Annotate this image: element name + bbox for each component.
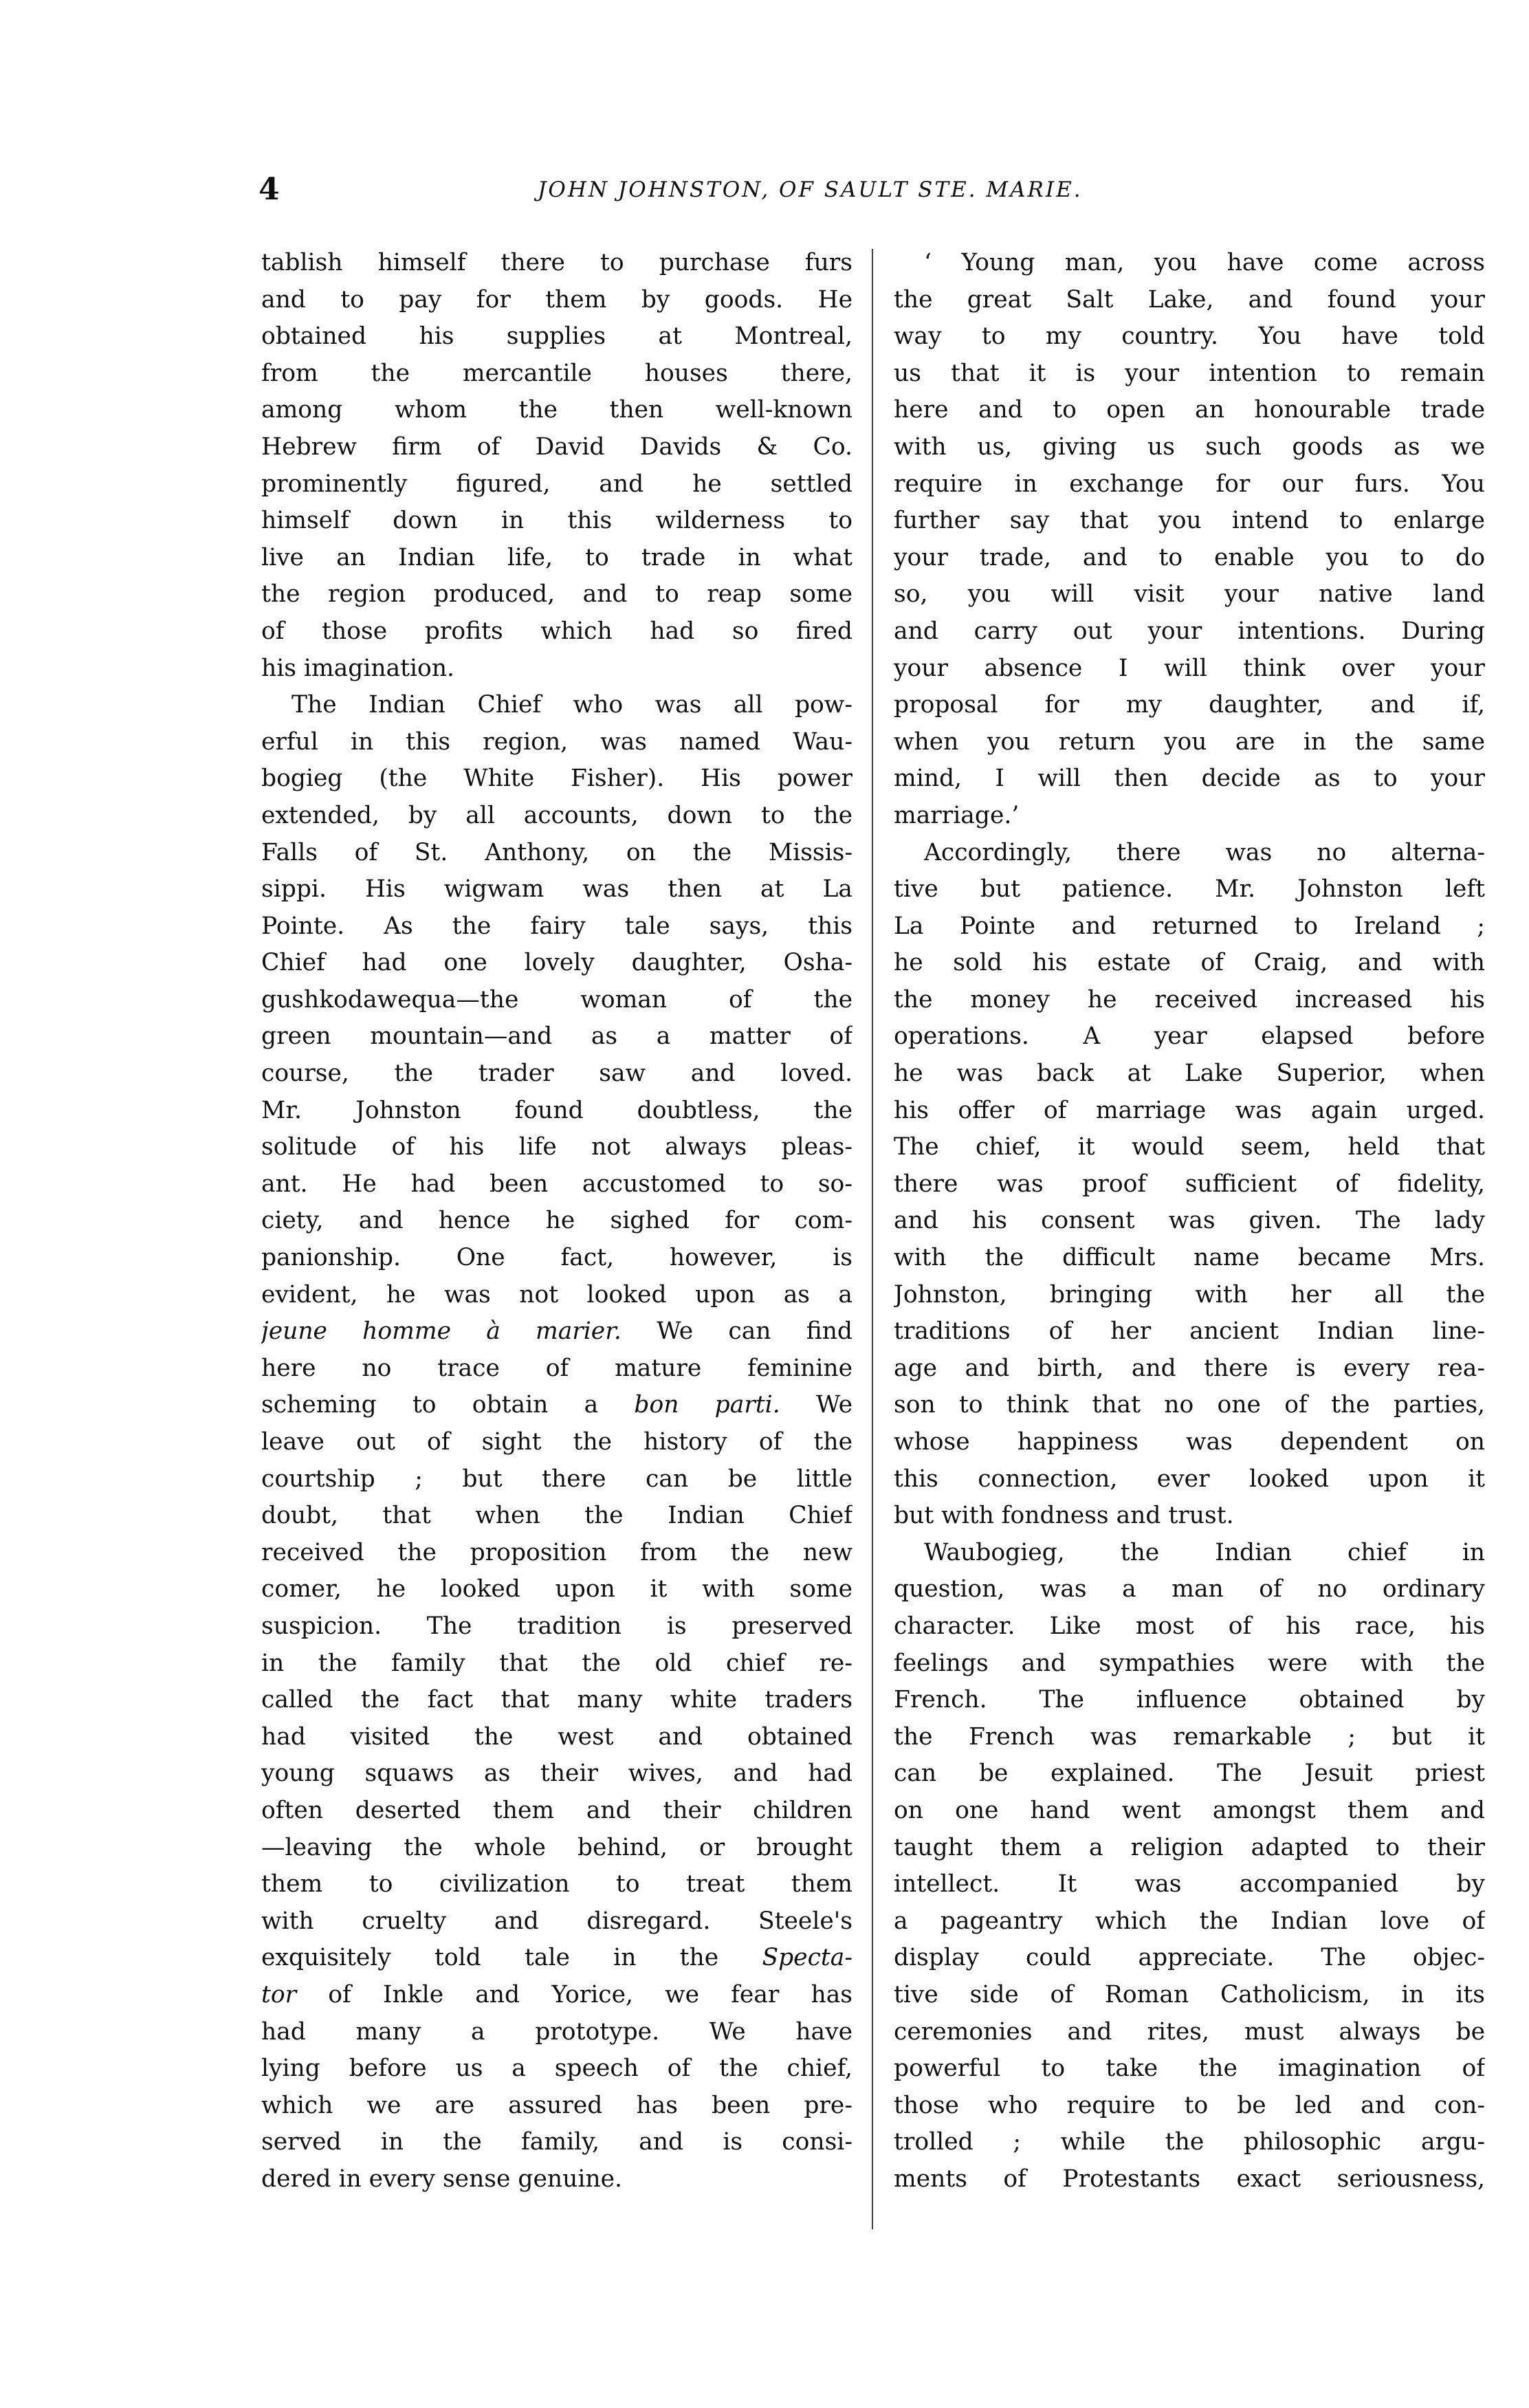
text-line: and his consent was given. The lady [894, 1207, 1485, 1235]
text-line: so, you will visit your native land [894, 580, 1485, 609]
left-column [261, 245, 852, 2198]
text-line: extended, by all accounts, down to the [261, 801, 852, 829]
text-line: La Pointe and returned to Ireland ; [894, 912, 1485, 940]
text-line: require in exchange for our furs. You [894, 470, 1485, 498]
italic-phrase: jeune homme à marier. [261, 1317, 622, 1346]
text-line: further say that you intend to enlarge [894, 507, 1485, 535]
text-line: the region produced, and to reap some [261, 580, 852, 609]
text-line: ceremonies and rites, must always be [894, 2017, 1485, 2046]
text-run: We can find [657, 1317, 852, 1346]
text-run: scheming to obtain a [261, 1391, 599, 1419]
text-line: solitude of his life not always pleas- [261, 1133, 852, 1161]
text-line: served in the family, and is consi- [261, 2128, 852, 2156]
text-line: he sold his estate of Craig, and with [894, 949, 1485, 977]
text-line: prominently figured, and he settled [261, 470, 852, 498]
text-line: doubt, that when the Indian Chief [261, 1502, 852, 1530]
page-number: 4 [258, 172, 280, 207]
text-line [261, 1313, 852, 1350]
text-line: he was back at Lake Superior, when [894, 1060, 1485, 1088]
text-line: in the family that the old chief re- [261, 1649, 852, 1677]
text-line: which we are assured has been pre- [261, 2091, 852, 2119]
text-line: Pointe. As the fairy tale says, this [261, 912, 852, 940]
text-line: ‘ Young man, you have come across [924, 249, 1485, 276]
text-line: ant. He had been accustomed to so- [261, 1170, 852, 1198]
text-line: The chief, it would seem, held that [894, 1133, 1485, 1161]
right-column [894, 245, 1485, 2198]
text-line: trolled ; while the philosophic argu- [894, 2128, 1485, 2156]
text-line: bogieg (the White Fisher). His power [261, 765, 852, 793]
text-line: his offer of marriage was again urged. [894, 1096, 1485, 1124]
text-line: powerful to take the imagination of [894, 2055, 1485, 2083]
text-line: character. Like most of his race, his [894, 1612, 1485, 1640]
text-line: courtship ; but there can be little [261, 1465, 852, 1493]
text-line: a pageantry which the Indian love of [894, 1907, 1485, 1935]
text-run: We [815, 1391, 852, 1419]
text-line: suspicion. The tradition is preserved [261, 1612, 852, 1640]
text-line: age and birth, and there is every rea- [894, 1354, 1485, 1382]
text-line: question, was a man of no ordinary [894, 1575, 1485, 1603]
text-line: dered in every sense genuine. [261, 2165, 622, 2193]
text-line: often deserted them and their children [261, 1796, 852, 1824]
text-line [261, 1977, 852, 2014]
text-line: there was proof sufficient of fidelity, [894, 1170, 1485, 1198]
text-line: had visited the west and obtained [261, 1722, 852, 1751]
text-line: Johnston, bringing with her all the [894, 1280, 1485, 1309]
text-line: way to my country. You have told [894, 322, 1485, 351]
text-line: can be explained. The Jesuit priest [894, 1760, 1485, 1788]
text-line [261, 1940, 852, 1977]
text-line: operations. A year elapsed before [894, 1022, 1485, 1051]
text-line: tive but patience. Mr. Johnston left [894, 875, 1485, 904]
text-run: of Inkle and Yorice, we fear has [328, 1980, 852, 2009]
text-line: son to think that no one of the parties, [894, 1391, 1485, 1419]
text-line: gushkodawequa—the woman of the [261, 985, 852, 1014]
italic-phrase: bon parti. [634, 1391, 780, 1419]
text-line: young squaws as their wives, and had [261, 1760, 852, 1788]
text-line: your trade, and to enable you to do [894, 543, 1485, 571]
text-line: us that it is your intention to remain [894, 359, 1485, 387]
text-line: but with fondness and trust. [894, 1502, 1234, 1530]
running-title: JOHN JOHNSTON, OF SAULT STE. MARIE. [538, 177, 1083, 202]
text-line: obtained his supplies at Montreal, [261, 322, 852, 351]
text-line: with cruelty and disregard. Steele's [261, 1907, 852, 1935]
text-line: whose happiness was dependent on [894, 1428, 1485, 1456]
text-line: of those profits which had so fired [261, 617, 852, 645]
text-line: evident, he was not looked upon as a [261, 1280, 852, 1309]
text-line: and carry out your intentions. During [894, 617, 1485, 645]
text-line: had many a prototype. We have [261, 2017, 852, 2046]
text-line: proposal for my daughter, and if, [894, 691, 1485, 719]
text-line: intellect. It was accompanied by [894, 1870, 1485, 1898]
text-line: called the fact that many white traders [261, 1686, 852, 1714]
text-line: on one hand went amongst them and [894, 1796, 1485, 1824]
text-line: ments of Protestants exact seriousness, [894, 2165, 1485, 2193]
text-line: here and to open an honourable trade [894, 396, 1485, 424]
text-line: Waubogieg, the Indian chief in [924, 1538, 1485, 1566]
text-line [261, 1387, 852, 1424]
text-line: the money he received increased his [894, 985, 1485, 1014]
italic-phrase: tor [261, 1980, 297, 2009]
text-line: with the difficult name became Mrs. [894, 1244, 1485, 1272]
text-line: ciety, and hence he sighed for com- [261, 1207, 852, 1235]
text-line: from the mercantile houses there, [261, 359, 852, 387]
text-line: among whom the then well-known [261, 396, 852, 424]
text-line: erful in this region, was named Wau- [261, 727, 852, 756]
text-line: those who require to be led and con- [894, 2091, 1485, 2119]
text-line: taught them a religion adapted to their [894, 1833, 1485, 1861]
text-line: comer, he looked upon it with some [261, 1575, 852, 1603]
text-line: lying before us a speech of the chief, [261, 2055, 852, 2083]
text-line: sippi. His wigwam was then at La [261, 875, 852, 904]
text-line: The Indian Chief who was all pow- [292, 691, 852, 719]
text-line: green mountain—and as a matter of [261, 1022, 852, 1051]
text-line: course, the trader saw and loved. [261, 1060, 852, 1088]
text-line: and to pay for them by goods. He [261, 285, 852, 314]
text-line: marriage.’ [894, 801, 1020, 829]
text-line: when you return you are in the same [894, 727, 1485, 756]
text-line: Mr. Johnston found doubtless, the [261, 1096, 852, 1124]
text-line: your absence I will think over your [894, 654, 1485, 682]
text-line: live an Indian life, to trade in what [261, 543, 852, 571]
text-line: leave out of sight the history of the [261, 1428, 852, 1456]
text-run: exquisitely told tale in the [261, 1944, 719, 1972]
text-line: tive side of Roman Catholicism, in its [894, 1980, 1485, 2009]
text-line: the great Salt Lake, and found your [894, 285, 1485, 314]
text-line: Hebrew firm of David Davids & Co. [261, 433, 852, 461]
text-line: them to civilization to treat them [261, 1870, 852, 1898]
text-line: his imagination. [261, 654, 455, 682]
text-line: mind, I will then decide as to your [894, 765, 1485, 793]
text-line: received the proposition from the new [261, 1538, 852, 1566]
text-line: this connection, ever looked upon it [894, 1465, 1485, 1493]
text-line: panionship. One fact, however, is [261, 1244, 852, 1272]
text-line: display could appreciate. The objec- [894, 1944, 1485, 1972]
text-line: French. The influence obtained by [894, 1686, 1485, 1714]
text-line: Accordingly, there was no alterna- [924, 838, 1485, 866]
text-line: himself down in this wilderness to [261, 507, 852, 535]
text-line: Falls of St. Anthony, on the Missis- [261, 838, 852, 866]
text-line: the French was remarkable ; but it [894, 1722, 1485, 1751]
text-line: here no trace of mature feminine [261, 1354, 852, 1382]
text-line: tablish himself there to purchase furs [261, 249, 852, 276]
text-line: with us, giving us such goods as we [894, 433, 1485, 461]
text-line: traditions of her ancient Indian line- [894, 1317, 1485, 1346]
text-line: Chief had one lovely daughter, Osha- [261, 949, 852, 977]
text-line: feelings and sympathies were with the [894, 1649, 1485, 1677]
text-line: —leaving the whole behind, or brought [261, 1833, 852, 1861]
italic-phrase: Specta- [762, 1944, 852, 1972]
column-divider [872, 249, 873, 2229]
